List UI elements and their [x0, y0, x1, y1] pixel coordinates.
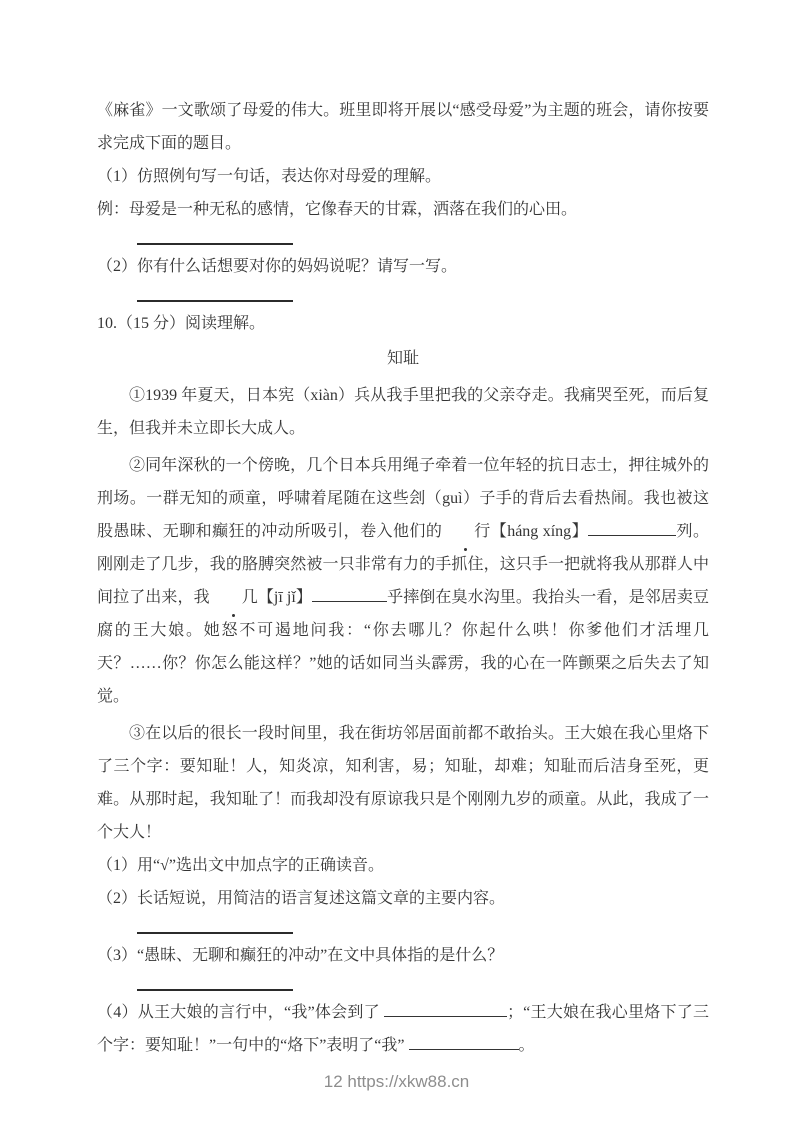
- q10-subquestion-4: [97, 996, 709, 1062]
- q10-subquestion-2: （2）长话短说，用简洁的语言复述这篇文章的主要内容。: [97, 890, 506, 907]
- dotted-character-hang: 行: [442, 515, 490, 548]
- question-10-section: [97, 307, 709, 1062]
- question-9-section: [97, 94, 709, 302]
- p2-segment-3: 乎摔倒在臭水沟里。我抬头一看，是邻居卖豆腐的王大娘。她怒不可遏地问我：“你去哪儿？你起什么哄！你爹他们才活埋几天？……你？你怎么能这样？”她的话如同当头霹雳，我的心在一阵颤栗之后失去了知觉。: [97, 589, 709, 705]
- answer-blank-line: [137, 932, 293, 934]
- passage-title: 知耻: [386, 350, 419, 367]
- q10-sub4-segment-2: ；“王大娘在我心里烙下了三个字：要知耻！”一句中的“烙下”表明了“我”: [97, 1004, 709, 1054]
- q9-subquestion-1: （1）仿照例句写一句话，表达你对母爱的理解。: [97, 168, 442, 185]
- answer-blank-line: [137, 243, 293, 245]
- passage-paragraph-2: [97, 449, 709, 713]
- q9-subquestion-2: （2）你有什么话想要对你的妈妈说呢？请写一写。: [97, 258, 458, 275]
- dotted-character-ji: 几: [210, 581, 258, 614]
- answer-blank-line: [137, 989, 293, 991]
- answer-blank-line: [137, 300, 293, 302]
- q9-intro-text: 《麻雀》一文歌颂了母爱的伟大。班里即将开展以“感受母爱”为主题的班会，请你按要求完成下面的题目。: [97, 102, 709, 152]
- inline-fill-blank: [588, 521, 676, 536]
- p2-segment-2: 列。刚刚走了几步，我的胳膊突然被一只非常有力的手抓住，这只手一把就将我从那群人中间拉了出来，我: [97, 523, 709, 606]
- pinyin-options-hang-xing: 【háng xíng】: [490, 523, 589, 540]
- inline-fill-blank: [384, 1002, 507, 1017]
- q9-example-sentence: 例：母爱是一种无私的感情，它像春天的甘霖，洒落在我们的心田。: [97, 201, 578, 218]
- q10-sub4-segment-3: 。: [518, 1037, 535, 1054]
- passage-paragraph-1: ①1939 年夏天，日本宪（xiàn）兵从我手里把我的父亲夺走。我痛哭至死，而后复生，但我并未立即长大成人。: [97, 387, 709, 437]
- page-footer: 12 https://xkw88.cn: [323, 1072, 470, 1091]
- inline-fill-blank: [312, 587, 387, 602]
- q10-header: 10.（15 分）阅读理解。: [97, 315, 266, 332]
- inline-fill-blank: [409, 1035, 519, 1050]
- passage-paragraph-3: ③在以后的很长一段时间里，我在街坊邻居面前都不敢抬头。王大娘在我心里烙下了三个字：要知耻！人，知炎凉，知利害，易；知耻，却难；知耻而后洁身至死，更难。从那时起，我知耻了！而我却没有原谅我只是个刚刚九岁的顽童。从此，我成了一个大人！: [97, 725, 709, 841]
- q10-sub4-segment-1: （4）从王大娘的言行中，“我”体会到了: [97, 1004, 380, 1021]
- p2-segment-1: ②同年深秋的一个傍晚，几个日本兵用绳子牵着一位年轻的抗日志士，押往城外的刑场。一群无知的顽童，呼啸着尾随在这些刽（guì）子手的背后去看热闹。我也被这股愚昧、无聊和癫狂的冲动所吸引，卷入他们的: [97, 457, 709, 540]
- q10-subquestion-1: （1）用“√”选出文中加点字的正确读音。: [97, 857, 384, 874]
- pinyin-options-ji-ji: 【jī jǐ】: [257, 589, 312, 606]
- q10-subquestion-3: （3）“愚昧、无聊和癫狂的冲动”在文中具体指的是什么？: [97, 947, 504, 964]
